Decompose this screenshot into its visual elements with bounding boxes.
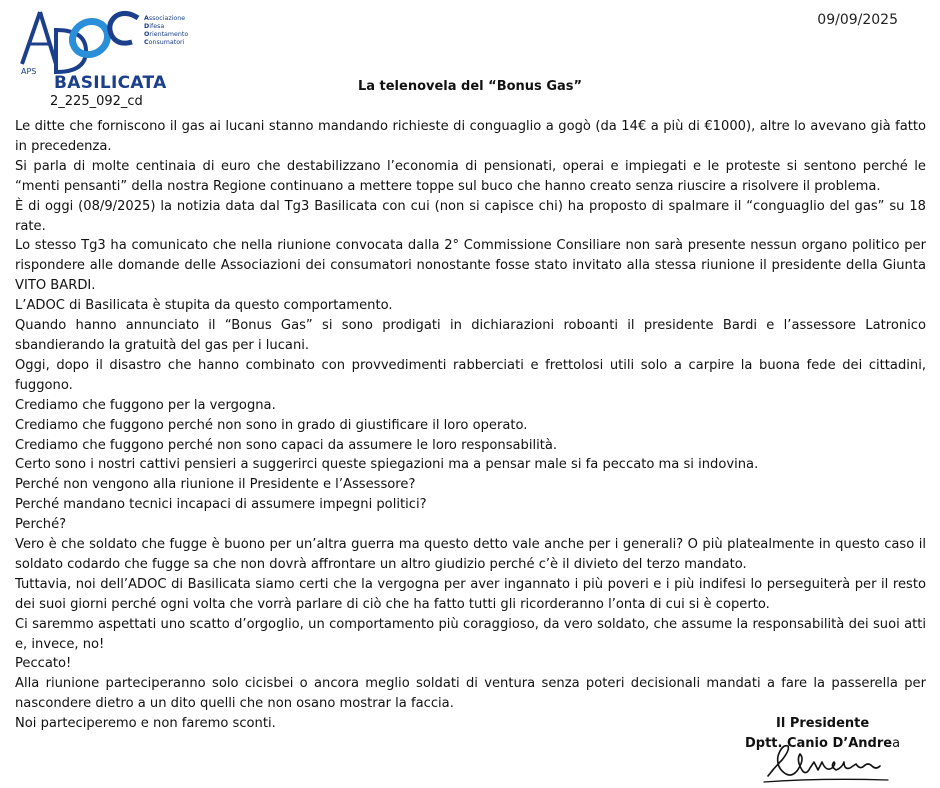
logo-letter-o [66,15,113,61]
body-paragraph: Certo sono i nostri cattivi pensieri a suggerirci queste spiegazioni ma a pensar male si fa peccato ma si indovina. [15,457,759,473]
body-paragraph: Vero è che soldato che fugge è buono per un’altra guerra ma questo detto vale anche per i generali? O più platealmente in questo caso il soldato codardo che fugge sa che non dovrà affrontare un altro giudizio perché c’è il divieto del terzo mandato. [15,537,926,572]
signatory-role: Il Presidente [776,716,870,731]
org-word-difesa: Difesa [144,23,165,30]
logo-letter-c [110,13,138,43]
body-paragraph: Noi parteciperemo e non faremo sconti. [15,716,276,732]
body-paragraph: Tuttavia, noi dell’ADOC di Basilicata siamo certi che la vergogna per aver ingannato i più poveri e i più indifesi lo perseguiterà per il resto dei suoi giorni perché ogni volta che vorrà parlare di ciò che ha fatto tutti gli ricorderanno l’onta di cui si è coperto. [15,576,926,612]
logo-letter-a [22,12,56,64]
org-word-associazione: Associazione [144,15,186,22]
body-paragraph: Crediamo che fuggono per la vergogna. [15,397,276,413]
body-paragraph: Peccato! [15,656,72,672]
body-paragraph: Alla riunione parteciperanno solo cicisbei o ancora meglio soldati di ventura senza poteri decisionali mandati a fare la passerella per nascondere dietro a un dito quelli che non osano mostrar la faccia. [15,676,926,712]
aps-label: APS [21,67,37,76]
body-paragraph: Perché mandano tecnici incapaci di assumere impegni politici? [15,497,427,513]
signatory-name-tail: a [892,736,901,751]
body-paragraph: Crediamo che fuggono perché non sono in grado di giustificare il loro operato. [15,417,528,433]
signatory-name-main: Dptt. Canio D’Andre [745,736,893,751]
body-paragraph: L’ADOC di Basilicata è stupita da questo comportamento. [15,298,393,314]
body-paragraph: Quando hanno annunciato il “Bonus Gas” si sono prodigati in dichiarazioni roboanti il presidente Bardi e l’assessore Latronico sbandierando la gratuità del gas per i lucani. [15,318,926,353]
org-word-consumatori: Consumatori [144,39,185,46]
body-paragraph: È di oggi (08/9/2025) la notizia data dal Tg3 Basilicata con cui (non si capisce chi) ha proposto di spalmare il “conguaglio del gas” su 18 rate. [15,198,926,234]
protocol-number: 2_225_092_cd [50,94,143,109]
body-paragraph: Crediamo che fuggono perché non sono capaci da assumere le loro responsabilità. [15,437,558,453]
body-paragraph: Perché? [15,517,67,533]
document-date: 09/09/2025 [817,12,898,28]
body-paragraph: Lo stesso Tg3 ha comunicato che nella riunione convocata dalla 2° Commissione Consiliare non sarà presente nessun organo politico per rispondere alle domande delle Associazioni dei consumatori nonostante fosse stato invitato alla stessa riunione il presidente della Giunta VITO BARDI. [15,238,926,294]
body-paragraph: Perché non vengono alla riunione il Presidente e l’Assessore? [15,477,416,493]
document-title: La telenovela del “Bonus Gas” [357,79,583,94]
body-paragraph: Oggi, dopo il disastro che hanno combinato con provvedimenti rabberciati e frettolosi utili solo a carpire la buona fede dei cittadini, fuggono. [15,357,926,393]
body-paragraph: Le ditte che forniscono il gas ai lucani stanno mandando richieste di conguaglio a gogò (da 14€ a più di €1000), altre lo avevano già fatto in precedenza. [15,119,926,154]
handwritten-signature [760,738,895,786]
region-label: BASILICATA [54,73,167,93]
org-word-orientamento: Orientamento [144,31,189,38]
body-paragraph: Ci saremmo aspettati uno scatto d’orgoglio, un comportamento più coraggioso, da vero soldato, che assume la responsabilità dei suoi atti e, invece, no! [15,616,926,652]
body-paragraph: Si parla di molte centinaia di euro che destabilizzano l’economia di pensionati, operai e impiegati e le proteste si sentono perché le “menti pensanti” della nostra Regione continuano a mettere toppe sul buco che hanno creato senza riuscire a risolvere il problema. [15,158,926,194]
document-body [15,117,926,734]
